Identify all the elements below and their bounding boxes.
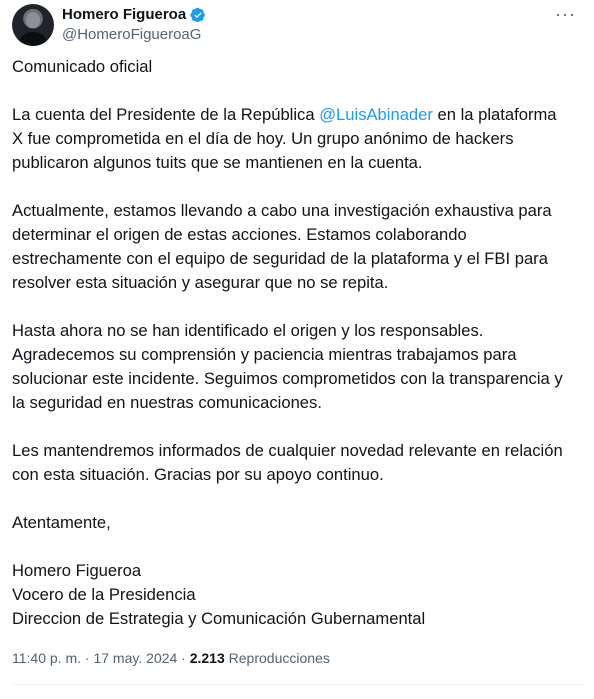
verified-badge-icon: [190, 7, 206, 23]
signature-department: Direccion de Estrategia y Comunicación Gubernamental: [12, 609, 426, 628]
signature-title: Vocero de la Presidencia: [12, 585, 196, 604]
avatar-suit: [18, 32, 48, 46]
views-label: Reproducciones: [228, 650, 330, 666]
p1-before: La cuenta del Presidente de la República: [12, 105, 320, 124]
tweet-time[interactable]: 11:40 p. m.: [12, 650, 82, 666]
avatar[interactable]: [12, 4, 54, 46]
p1-after: en la plataforma X fue comprometida en el día de hoy. Un grupo anónimo de hackers publicaron algunos tuits que se mantienen en la cuenta.: [12, 105, 557, 172]
more-options-icon[interactable]: ···: [555, 4, 576, 24]
tweet-paragraph-3: Hasta ahora no se han identificado el origen y los responsables. Agradecemos su comprensión y paciencia mientras trabajamos para solucionar este incidente. Seguimos comprometidos con la transparencia y la seguridad en nuestras comunicaciones.: [12, 321, 563, 412]
mention-link[interactable]: @LuisAbinader: [319, 105, 433, 124]
signature-name: Homero Figueroa: [12, 561, 142, 580]
tweet-closing: Atentamente,: [12, 513, 111, 532]
tweet-paragraph-4: Les mantendremos informados de cualquier novedad relevante en relación con esta situación. Gracias por su apoyo continuo.: [12, 441, 563, 484]
tweet-paragraph-2: Actualmente, estamos llevando a cabo una investigación exhaustiva para determinar el origen de estas acciones. Estamos colaborando estrechamente con el equipo de seguridad de la plataforma y el FBI para resolver esta situación y asegurar que no se repita.: [12, 201, 552, 292]
display-name[interactable]: Homero Figueroa: [62, 6, 187, 23]
user-handle[interactable]: @HomeroFigueroaG: [62, 26, 202, 43]
meta-separator-2: ·: [181, 650, 186, 666]
avatar-face: [26, 12, 40, 28]
views-count: 2.213: [189, 650, 225, 666]
tweet-text: [12, 55, 572, 631]
meta-separator: ·: [84, 650, 90, 666]
tweet-meta: [12, 650, 330, 666]
name-row: [62, 6, 206, 23]
tweet-title: Comunicado oficial: [12, 57, 153, 76]
tweet-header: [12, 4, 582, 48]
tweet-paragraph-1: [12, 103, 572, 175]
divider: [12, 684, 582, 685]
tweet-date[interactable]: 17 may. 2024: [93, 650, 178, 666]
